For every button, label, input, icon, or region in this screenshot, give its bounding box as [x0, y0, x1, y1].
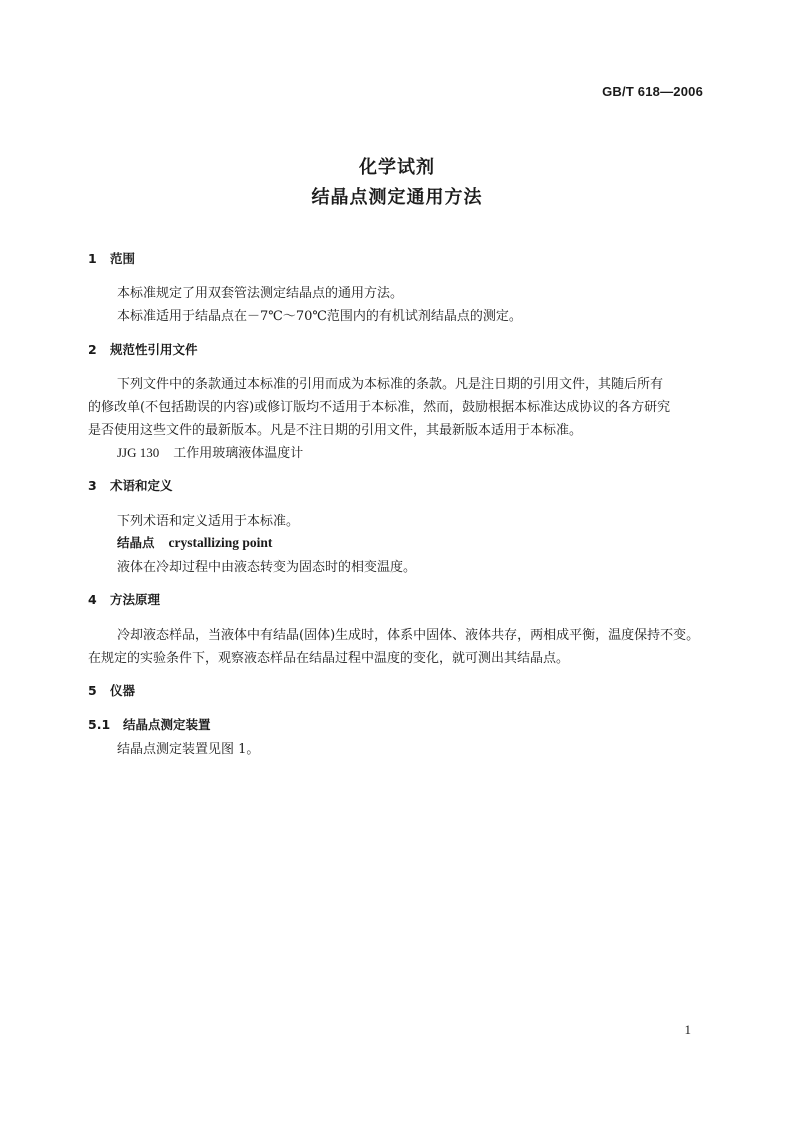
document-title-line1: 化学试剂 — [359, 157, 435, 178]
reference-code: JJG 130 — [117, 445, 160, 460]
section-2-heading — [88, 340, 198, 358]
section-4-heading — [88, 590, 160, 608]
section-2-title: 规范性引用文件 — [110, 342, 198, 357]
section-3-title: 术语和定义 — [110, 478, 173, 493]
section-4-para-line-1: 冷却液态样品，当液体中有结晶(固体)生成时，体系中固体、液体共存，两相成平衡，温度保持不变。 — [117, 628, 700, 643]
subsection-5-1-heading — [88, 715, 211, 733]
term-english: crystallizing point — [168, 535, 273, 550]
term-definition: 液体在冷却过程中由液态转变为固态时的相变温度。 — [117, 560, 417, 575]
section-1-para-2: 本标准适用于结晶点在－7℃～70℃范围内的有机试剂结晶点的测定。 — [117, 309, 522, 324]
section-5-number: 5 — [88, 683, 97, 698]
section-1-para-1: 本标准规定了用双套管法测定结晶点的通用方法。 — [117, 286, 404, 301]
subsection-5-1-title: 结晶点测定装置 — [123, 717, 211, 732]
section-4-para-line-2: 在规定的实验条件下，观察液态样品在结晶过程中温度的变化，就可测出其结晶点。 — [88, 651, 570, 666]
section-2-para-line-1: 下列文件中的条款通过本标准的引用而成为本标准的条款。凡是注日期的引用文件，其随后所有 — [117, 377, 664, 392]
section-4-title: 方法原理 — [110, 592, 161, 607]
section-2-para-line-3: 是否使用这些文件的最新版本。凡是不注日期的引用文件，其最新版本适用于本标准。 — [88, 423, 583, 438]
section-2-para-line-2: 的修改单(不包括勘误的内容)或修订版均不适用于本标准，然而，鼓励根据本标准达成协议的各方研究 — [88, 400, 671, 415]
section-3-number: 3 — [88, 478, 97, 493]
page-number: 1 — [684, 1022, 691, 1037]
section-5-heading — [88, 681, 135, 699]
standard-code: GB/T 618—2006 — [602, 84, 703, 99]
term-entry — [117, 533, 272, 551]
subsection-5-1-para-1: 结晶点测定装置见图 1。 — [117, 742, 260, 757]
section-5-title: 仪器 — [110, 683, 136, 698]
document-title-line2: 结晶点测定通用方法 — [311, 187, 483, 208]
section-4-number: 4 — [88, 592, 97, 607]
section-3-heading — [88, 476, 173, 494]
normative-reference — [117, 442, 303, 461]
term-chinese: 结晶点 — [117, 535, 155, 550]
section-1-heading — [88, 249, 135, 267]
section-3-para-1: 下列术语和定义适用于本标准。 — [117, 514, 300, 529]
section-1-number: 1 — [88, 251, 97, 266]
section-2-number: 2 — [88, 342, 97, 357]
section-1-title: 范围 — [110, 251, 136, 266]
reference-title: 工作用玻璃液体温度计 — [173, 446, 304, 461]
subsection-5-1-number: 5.1 — [88, 717, 111, 732]
